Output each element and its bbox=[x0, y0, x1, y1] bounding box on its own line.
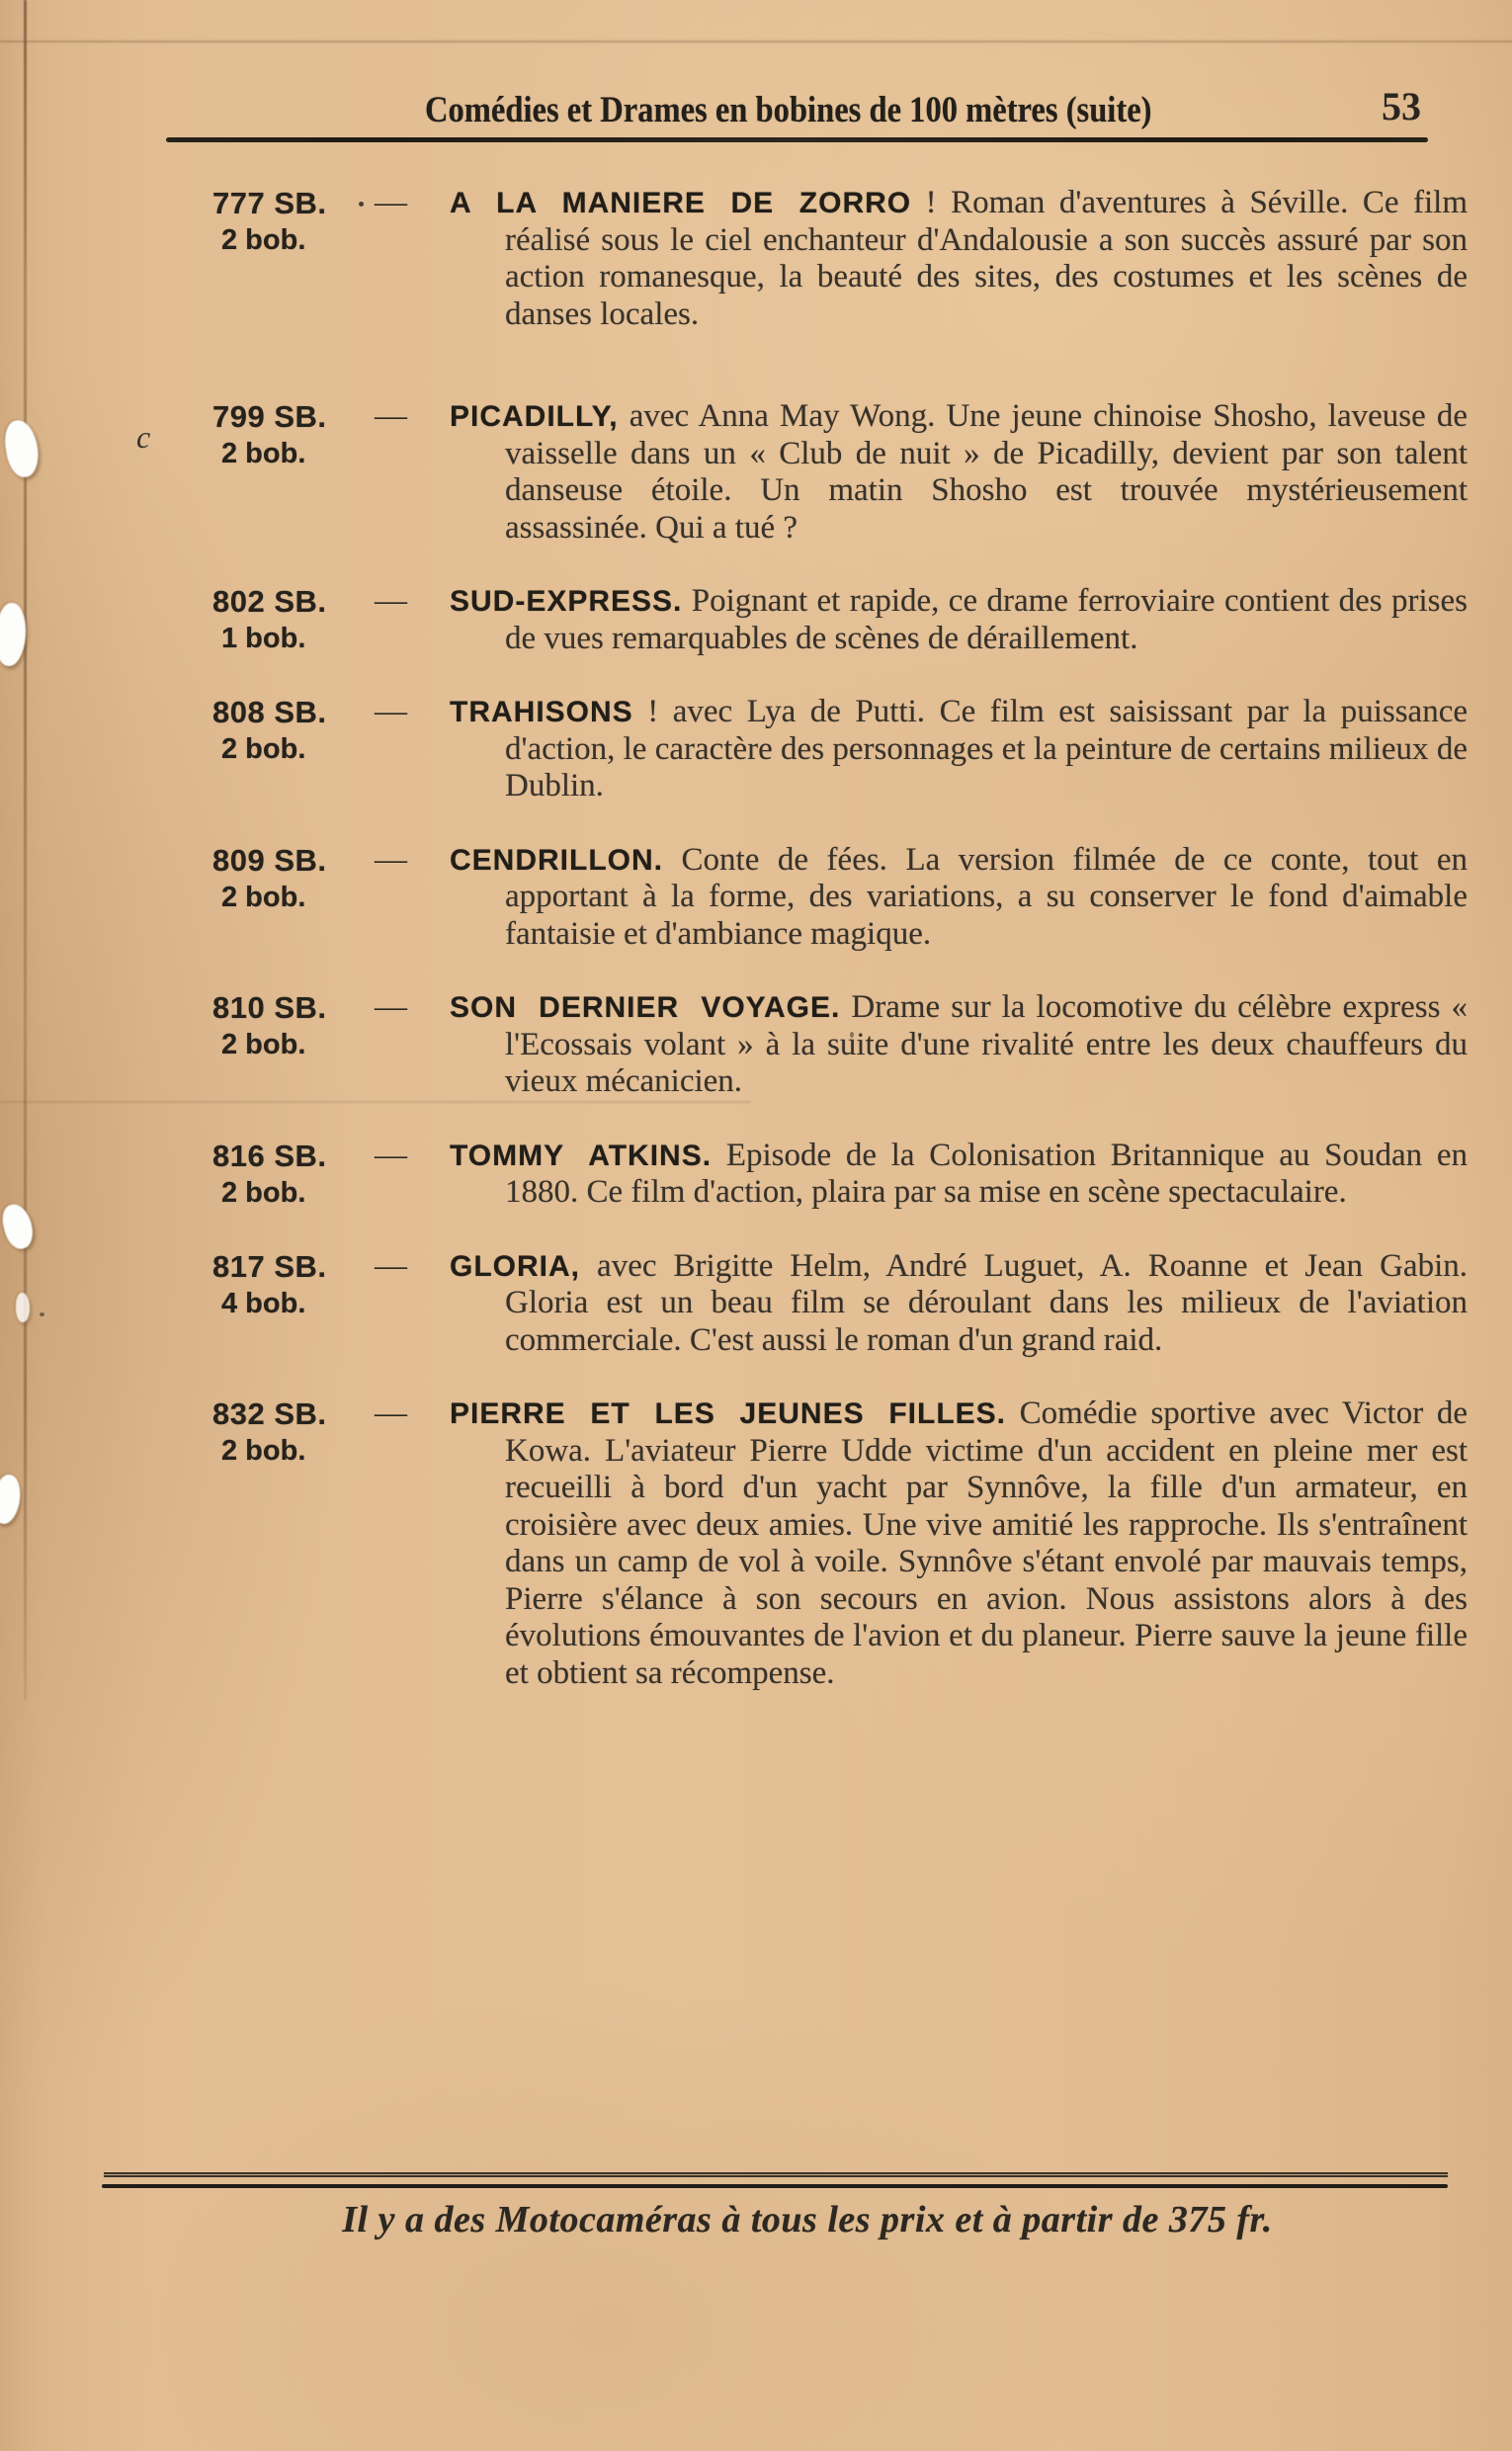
entry-text bbox=[450, 694, 1468, 805]
ink-speck bbox=[40, 1312, 44, 1316]
film-title: PIERRE ET LES JEUNES FILLES. bbox=[450, 1397, 1006, 1430]
page-number: 53 bbox=[1382, 84, 1421, 128]
entry-dash: — bbox=[375, 841, 407, 878]
film-entry bbox=[212, 583, 1468, 657]
binding-crease bbox=[24, 0, 27, 1700]
entry-bobines: 2 bob. bbox=[221, 733, 306, 765]
paper-tear bbox=[0, 1201, 37, 1251]
entry-text bbox=[450, 842, 1468, 954]
page-header-title: Comédies et Drames en bobines de 100 mètres (suite) bbox=[425, 90, 1152, 130]
footer-rule-lower bbox=[102, 2184, 1448, 2188]
entry-number: 810 SB. bbox=[212, 990, 327, 1025]
film-entry bbox=[212, 841, 1468, 954]
entry-bobines: 2 bob. bbox=[221, 224, 306, 256]
entry-text bbox=[450, 398, 1468, 547]
film-entry bbox=[212, 1395, 1468, 1692]
entry-number: 832 SB. bbox=[212, 1396, 327, 1431]
entry-dash: — bbox=[375, 583, 407, 619]
film-entry-list bbox=[212, 185, 1469, 1729]
entry-dash: — bbox=[375, 694, 407, 729]
entry-bobines: 2 bob. bbox=[221, 1029, 306, 1060]
entry-text bbox=[450, 1138, 1468, 1212]
film-entry bbox=[212, 185, 1469, 333]
paper-tear bbox=[2, 418, 42, 479]
entry-dash: — bbox=[375, 1247, 407, 1284]
film-entry bbox=[212, 694, 1469, 805]
film-description: Episode de la Colonisation Britannique au Soudan en 1880. Ce film d'action, plaira par sa mise en scène spectaculaire. bbox=[505, 1137, 1469, 1210]
entry-dash: — bbox=[375, 1137, 407, 1173]
entry-number: 817 SB. bbox=[212, 1248, 327, 1284]
entry-dash: — bbox=[375, 185, 407, 220]
film-description: Poignant et rapide, ce drame ferroviaire contient des prises de vues remarquables de scènes de déraillement. bbox=[505, 583, 1468, 656]
entry-bobines: 1 bob. bbox=[221, 623, 306, 654]
film-title: CENDRILLON. bbox=[450, 843, 663, 877]
film-description: avec Anna May Wong. Une jeune chinoise Shosho, laveuse de vaisselle dans un « Club de nuit » de Picadilly, devient par son talent danseuse étoile. Un matin Shosho est trouvée mystérieusement assassinée. Qui a tué ? bbox=[505, 398, 1468, 546]
entry-text bbox=[450, 185, 1468, 333]
footer-advertisement: Il y a des Motocaméras à tous les prix et à partir de 375 fr. bbox=[342, 2199, 1273, 2240]
entry-dash: — bbox=[375, 398, 407, 434]
entry-dash: — bbox=[375, 1395, 407, 1431]
entry-number: 802 SB. bbox=[212, 584, 327, 619]
film-description: Comédie sportive avec Victor de Kowa. L'aviateur Pierre Udde victime d'un accident en pleine mer est recueilli à bord d'un yacht par Synnôve, la fille d'un armateur, en croisière avec deux amies. Une vive amitié les rapproche. Ils s'entraînent dans un camp de vol à voile. Synnôve s'étant envolé par mauvais temps, Pierre s'élance à son secours en avion. Nous assistons alors à des évolutions émouvantes de l'avion et du planeur. Pierre sauve la jeune fille et obtient sa récompense. bbox=[505, 1395, 1468, 1691]
margin-note: c bbox=[136, 419, 151, 455]
film-entry bbox=[212, 989, 1469, 1101]
entry-number: 808 SB. bbox=[212, 695, 327, 729]
entry-number: 777 SB. bbox=[212, 186, 327, 220]
film-description: Drame sur la locomotive du célèbre express « l'Ecossais volant » à la suite d'une rivalité entre les deux chauffeurs du vieux mécanicien. bbox=[505, 989, 1469, 1099]
entry-bobines: 2 bob. bbox=[221, 438, 306, 469]
film-title: SUD-EXPRESS. bbox=[450, 585, 683, 618]
header-rule bbox=[166, 137, 1428, 142]
paper-tear bbox=[0, 1473, 24, 1526]
film-description: ! Roman d'aventures à Séville. Ce film réalisé sous le ciel enchanteur d'Andalousie a son succès assuré par son action romanesque, la beauté des sites, des costumes et les scènes de danses locales. bbox=[505, 185, 1469, 332]
entry-number: 799 SB. bbox=[212, 399, 327, 434]
entry-bobines: 2 bob. bbox=[221, 881, 306, 913]
entry-text bbox=[450, 1248, 1468, 1360]
entry-text bbox=[450, 1395, 1468, 1692]
film-description: ! avec Lya de Putti. Ce film est saisissant par la puissance d'action, le caractère des personnages et la peinture de certains milieux de Dublin. bbox=[505, 694, 1469, 803]
film-title: SON DERNIER VOYAGE. bbox=[450, 991, 841, 1024]
film-title: GLORIA, bbox=[450, 1249, 580, 1283]
entry-dash: — bbox=[375, 989, 407, 1025]
film-entry bbox=[212, 1137, 1469, 1212]
film-description: avec Brigitte Helm, André Luguet, A. Roanne et Jean Gabin. Gloria est un beau film se déroulant dans les milieux de l'aviation commerciale. C'est aussi le roman d'un grand raid. bbox=[505, 1247, 1468, 1358]
film-entry bbox=[212, 1247, 1468, 1360]
entry-bobines: 2 bob. bbox=[221, 1435, 306, 1467]
entry-text bbox=[450, 583, 1468, 657]
film-title: A LA MANIERE DE ZORRO bbox=[450, 187, 912, 219]
entry-text bbox=[450, 989, 1468, 1101]
entry-number: 809 SB. bbox=[212, 842, 327, 878]
film-entry bbox=[212, 398, 1468, 547]
film-description: Conte de fées. La version filmée de ce conte, tout en apportant à la forme, des variations, a su conserver le fond d'aimable fantaisie et d'ambiance magique. bbox=[505, 841, 1468, 952]
entry-number: 816 SB. bbox=[212, 1138, 327, 1173]
film-title: PICADILLY, bbox=[450, 400, 619, 433]
paper-fold-line bbox=[0, 41, 1512, 42]
paper-tear bbox=[16, 1293, 30, 1322]
footer-rule-upper bbox=[104, 2172, 1448, 2177]
film-title: TRAHISONS bbox=[450, 696, 633, 728]
entry-bobines: 2 bob. bbox=[221, 1176, 306, 1209]
entry-bobines: 4 bob. bbox=[221, 1287, 306, 1319]
film-title: TOMMY ATKINS. bbox=[450, 1139, 713, 1172]
